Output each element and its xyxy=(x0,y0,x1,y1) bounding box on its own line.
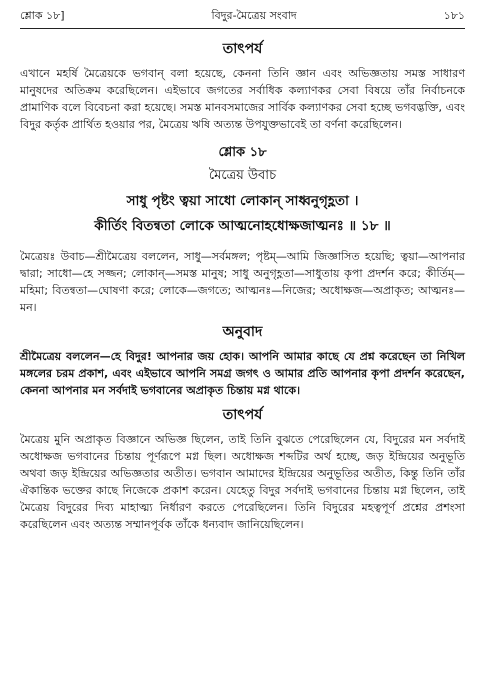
purport-paragraph: এখানে মহর্ষি মৈত্রেয়কে ভগবান্‌ বলা হয়েছে, কেননা তিনি জ্ঞান এবং অভিজ্ঞতায় সমস্ত সাধারণ মানুষদের অতিক্রম করেছিলেন। এইভাবে জগতের সর্বাধিক কল্যাণকর সেবা বিষয়ে তাঁর নির্বাচনকে প্রামাণিক বলে বিবেচনা করা হয়েছে। সমস্ত মানবসমাজের সার্বিক কল্যাণকর সেবা হচ্ছে ভগবদ্ভক্তি, এবং বিদুর কর্তৃক প্রার্থিত হওয়ার পর, মৈত্রেয় ঋষি অত্যন্ত উপযুক্তভাবেই তা বর্ণনা করেছিলেন। xyxy=(20,67,465,131)
translation-heading: অনুবাদ xyxy=(222,324,263,340)
running-header xyxy=(20,6,465,26)
verse-number: শ্লোক ১৮ xyxy=(218,145,267,160)
page-number: ১৮১ xyxy=(443,9,465,22)
verse-line-2: কীর্তিং বিতন্বতা লোকে আত্মনোহধোক্ষজাত্মনঃ ॥ ১৮ ॥ xyxy=(94,218,391,234)
chapter-title: বিদুর-মৈত্রেয় সংবাদ xyxy=(211,9,297,22)
header-rule xyxy=(20,28,465,29)
purport-heading: তাৎপর্য xyxy=(222,41,263,57)
synonyms-paragraph: মৈত্রেয়ঃ উবাচ—শ্রীমৈত্রেয় বললেন, সাধু—সর্বমঙ্গল; পৃষ্টম্—আমি জিজ্ঞাসিত হয়েছি; ত্বয়া—আপনার দ্বারা; সাধো—হে সজ্জন; লোকান্—সমস্ত মানুষ; সাধু অনুগৃহ্ণতা—সাধুতায় কৃপা প্রদর্শন করে; কীর্তিম্—মহিমা; বিতন্বতা—ঘোষণা করে; লোকে—জগতে; আত্মনঃ—নিজের; অধোক্ষজ—অপ্রাকৃত; আত্মনঃ—মন। xyxy=(20,250,465,314)
verse-line-1: সাধু পৃষ্টং ত্বয়া সাধো লোকান্ সাধ্বনুগৃহ্ণতা । xyxy=(126,193,359,209)
purport-heading-2: তাৎপর্য xyxy=(222,407,263,423)
verse-speaker: মৈত্রেয় উবাচ xyxy=(208,168,277,183)
translation-paragraph: শ্রীমৈত্রেয় বললেন—হে বিদুর! আপনার জয় হোক। আপনি আমার কাছে যে প্রশ্ন করেছেন তা নিখিল মঙ্গলের চরম প্রকাশ, এবং এইভাবে আপনি সমগ্র জগৎ ও আমার প্রতি আপনার কৃপা প্রদর্শন করেছেন, কেননা আপনার মন সর্বদাই ভগবানের অপ্রাকৃত চিন্তায় মগ্ন থাকে। xyxy=(20,350,465,397)
purport-paragraph-2: মৈত্রেয় মুনি অপ্রাকৃত বিজ্ঞানে অভিজ্ঞ ছিলেন, তাই তিনি বুঝতে পেরেছিলেন যে, বিদুরের মন সর্বদাই অধোক্ষজ ভগবানের চিন্তায় পূর্ণরূপে মগ্ন ছিল। অধোক্ষজ শব্দটির অর্থ হচ্ছে, জড় ইন্দ্রিয়ের অনুভূতি অথবা জড় ইন্দ্রিয়ের অভিজ্ঞতার অতীত। ভগবান আমাদের ইন্দ্রিয়ের অনুভূতির অতীত, কিন্তু তিনি তাঁর ঐকান্তিক ভক্তের কাছে নিজেকে প্রকাশ করেন। যেহেতু বিদুর সর্বদাই ভগবানের চিন্তায় মগ্ন ছিলেন, তাই মৈত্রেয় বিদুরের দিব্য মাহাত্ম্য নির্ধারণ করতে পেরেছিলেন। তিনি বিদুরের মহত্বপূর্ণ প্রশ্নের প্রশংসা করেছিলেন এবং অত্যন্ত সম্মানপূর্বক তাঁকে ধন্যবাদ জানিয়েছিলেন। xyxy=(20,433,465,531)
verse-reference: শ্লোক ১৮] xyxy=(20,9,65,22)
